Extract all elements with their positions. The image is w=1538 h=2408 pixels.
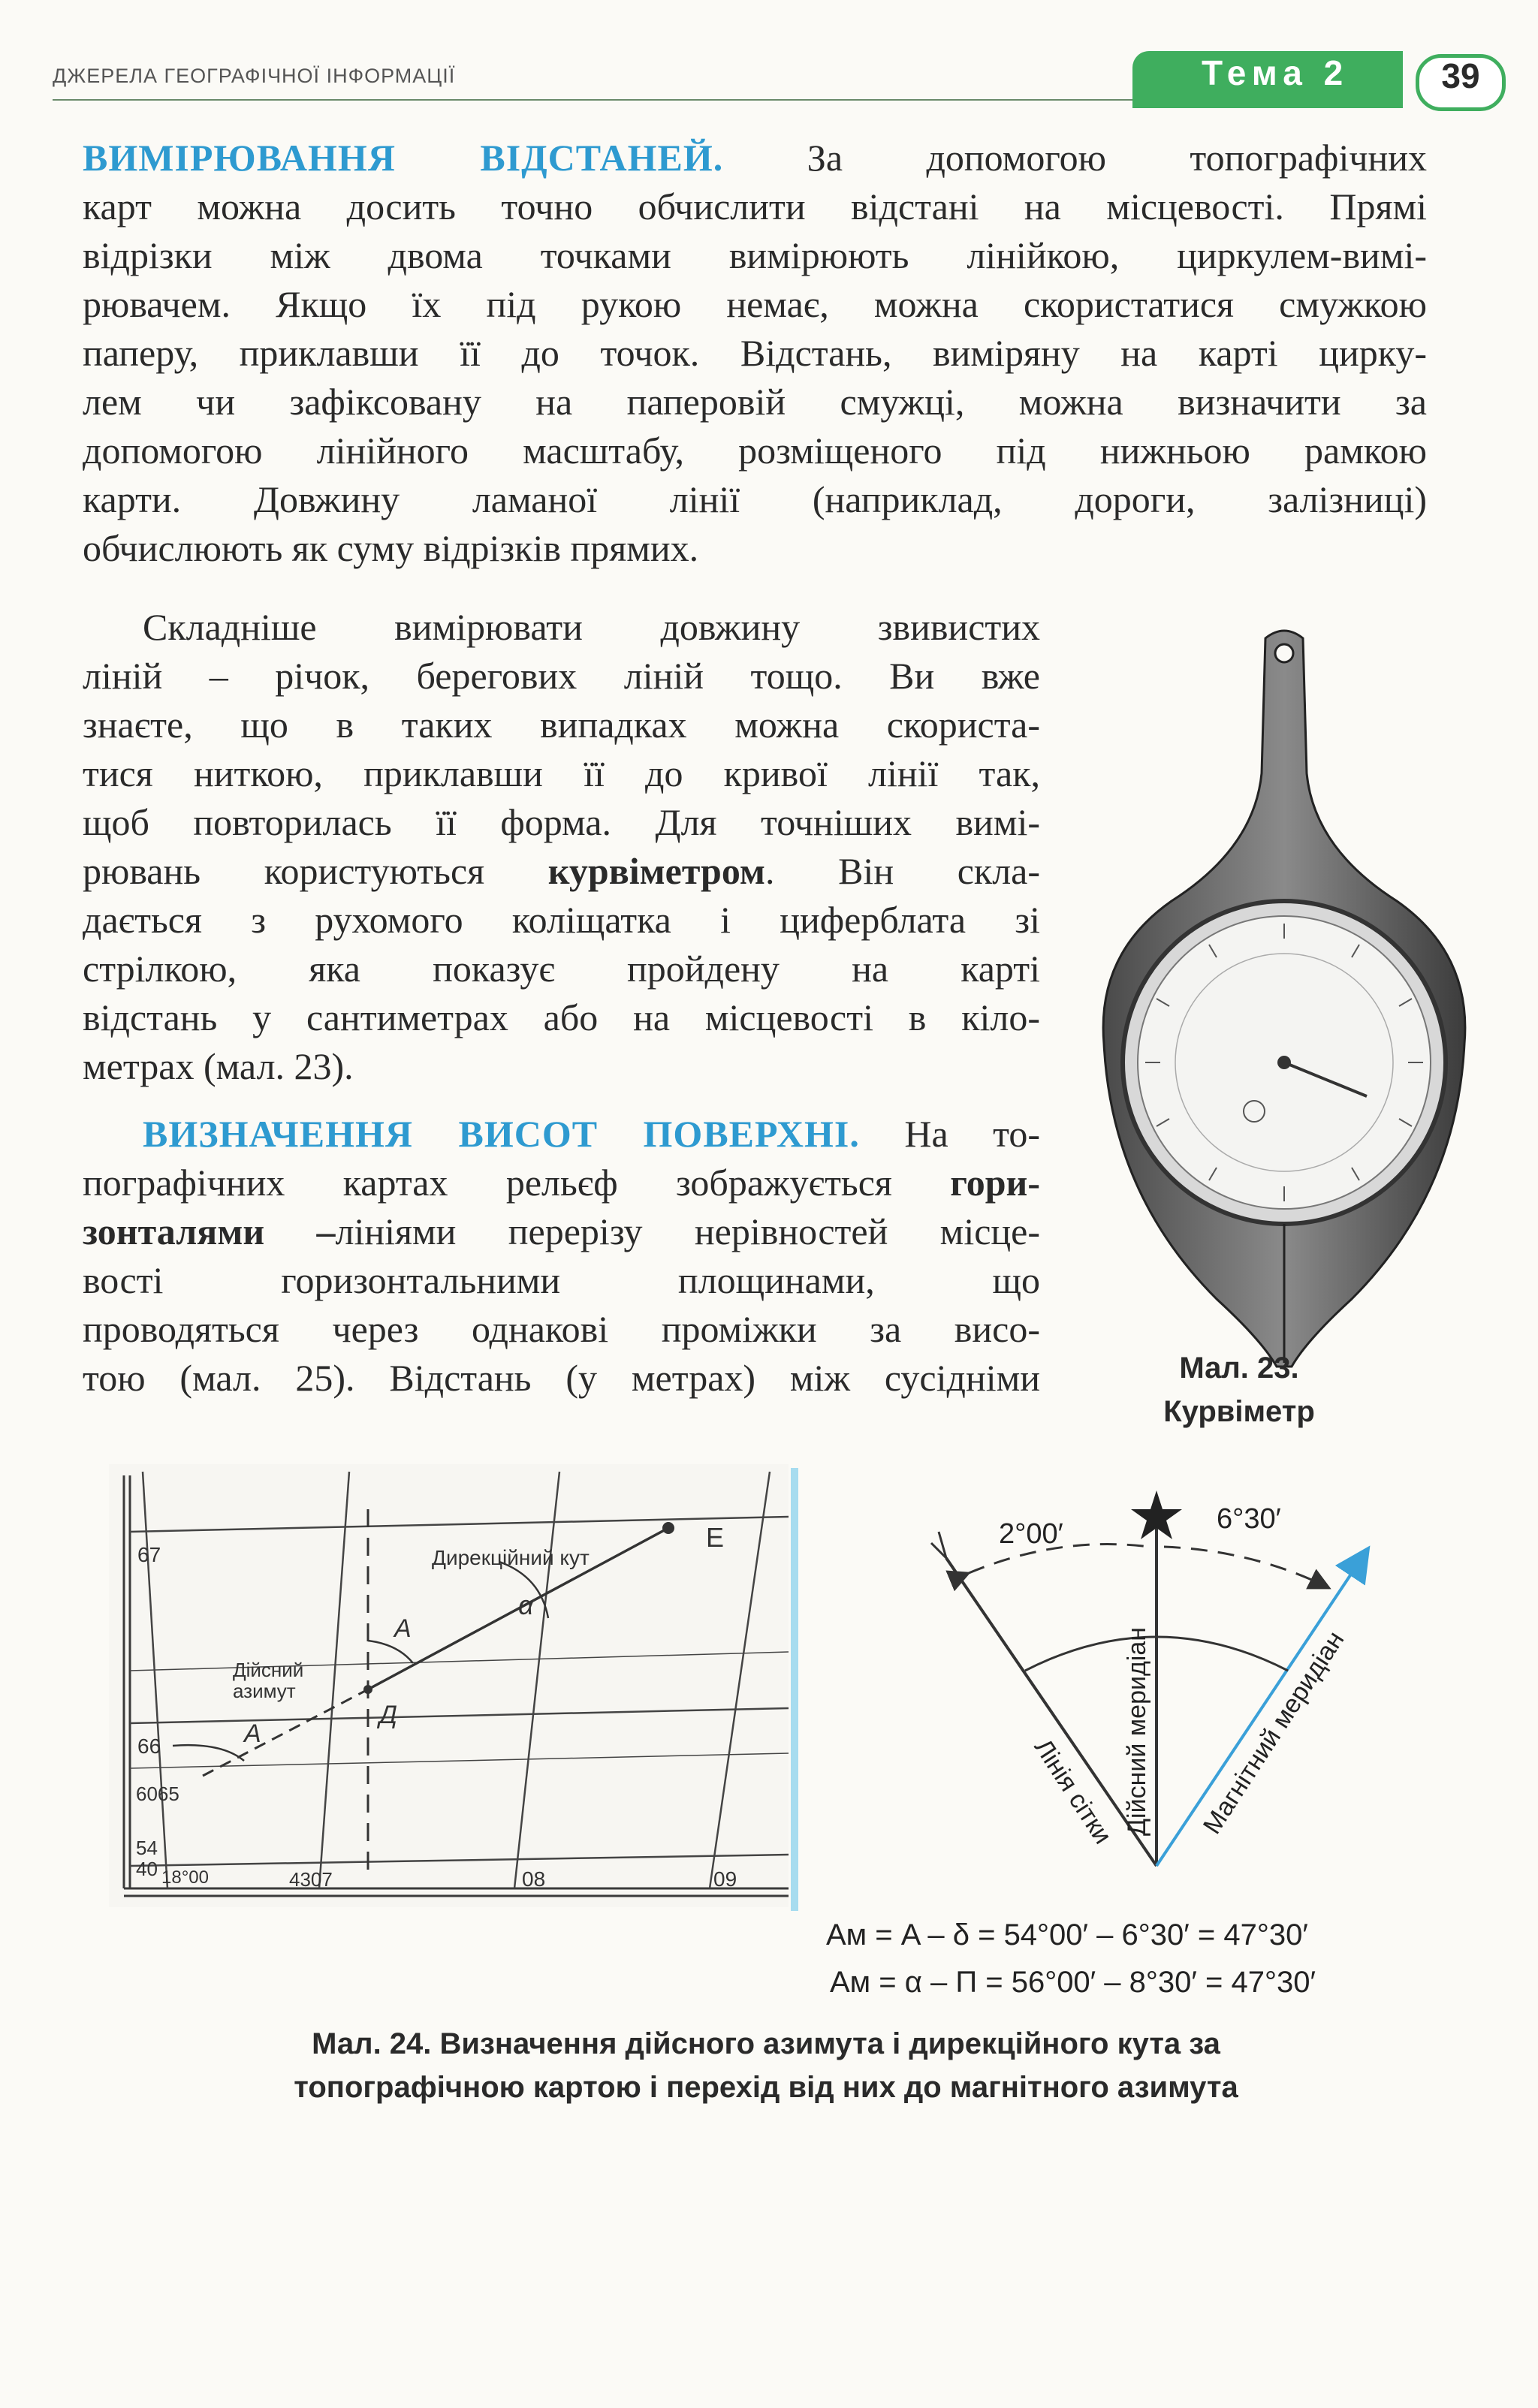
grid-line-tip (931, 1532, 946, 1558)
paragraph2-line: тися ниткою, приклавши її до кривої лінії так, (83, 752, 1040, 794)
term-horizontals: гори- (950, 1162, 1041, 1204)
paragraph2-line: знаєте, що в таких випадках можна скориста- (83, 704, 1040, 746)
northing-label: 66 (137, 1734, 161, 1758)
page-number: 39 (1441, 56, 1480, 95)
northing-label: 54 (136, 1837, 158, 1859)
paragraph2-line: відстань у сантиметрах або на місцевості в кіло- (83, 996, 1040, 1038)
section2-line: проводяться через однакові проміжки за висо- (83, 1308, 1040, 1350)
grid-line-label: Лінія сітки (1028, 1734, 1117, 1849)
angle-left-label: 2°00′ (999, 1518, 1063, 1550)
northing-label: 67 (137, 1543, 161, 1566)
section1-text: За допомогою топографічних (807, 137, 1428, 179)
paragraph2-line: ліній – річок, берегових ліній тощо. Ви вже (83, 655, 1040, 697)
figure23-caption-title: Курвіметр (1163, 1395, 1315, 1428)
northing-label: 40 (136, 1858, 158, 1880)
section1-line: карт можна досить точно обчислити відстані на місцевості. Прямі (83, 185, 1427, 228)
formula-1: Aм = A – δ = 54°00′ – 6°30′ = 47°30′ (826, 1918, 1308, 1951)
section2-line: вості горизонтальними площинами, що (83, 1259, 1040, 1301)
header-rule (53, 99, 1254, 101)
northing-label: 6065 (136, 1783, 179, 1805)
azimuth-diagram (864, 1475, 1434, 1911)
direction-angle-label: Дирекційний кут (432, 1547, 590, 1569)
topic-label: Тема 2 (1202, 53, 1350, 92)
section1-line: лем чи зафіксовану на паперовій смужці, можна визначити за (83, 381, 1427, 423)
section2-line (83, 1209, 1040, 1254)
term-horizontals-cont: зонталями – (83, 1210, 336, 1252)
section2-line-1 (143, 1111, 1040, 1156)
easting-label: 4307 (289, 1868, 333, 1891)
section1-line: обчислюють як суму відрізків прямих. (83, 527, 699, 569)
text-run: пографічних картах рельєф зображується (83, 1162, 892, 1204)
label-A-prime: А (244, 1719, 261, 1748)
hang-hole (1275, 644, 1293, 662)
magnetic-meridian-label: Магнітний меридіан (1197, 1626, 1350, 1840)
figure24-caption-line-1: Мал. 24. Визначення дійсного азимута і дирекційного кута за (312, 2027, 1220, 2060)
point-E-label: E (706, 1522, 725, 1553)
section2-line: тою (мал. 25). Відстань (у метрах) між сусідніми (83, 1357, 1040, 1399)
magnetic-meridian-line (1157, 1551, 1367, 1866)
paragraph2-line: стрілкою, яка показує пройдену на карті (83, 948, 1040, 990)
easting-label: 09 (713, 1867, 737, 1891)
section1-line-1 (83, 135, 1427, 180)
paragraph2-line: метрах (мал. 23). (83, 1045, 354, 1087)
section2-line (83, 1160, 1040, 1205)
true-azimuth-label-box (233, 1659, 360, 1719)
text-run: . Він скла- (764, 850, 1041, 892)
paragraph2-line: щоб повторилась її форма. Для точніших вимі- (83, 801, 1040, 843)
label-D: Д (379, 1701, 397, 1729)
figure23-caption-number: Мал. 23. (1179, 1352, 1299, 1385)
label-A: А (394, 1614, 412, 1643)
section2-heading: ВИЗНАЧЕННЯ ВИСОТ ПОВЕРХНІ. (143, 1113, 860, 1155)
figure24-caption-line-2: топографічною картою і перехід від них до магнітного азимута (294, 2071, 1238, 2104)
angle-arc-right (1164, 1547, 1329, 1588)
paragraph2-line (83, 848, 1040, 894)
paragraph2-line: Складніше вимірювати довжину звивистих (143, 606, 1040, 648)
true-azimuth-label: Дійсний азимут (233, 1659, 304, 1702)
true-meridian-label: Дійсний меридіан (1123, 1626, 1151, 1836)
running-title: ДЖЕРЕЛА ГЕОГРАФІЧНОЇ ІНФОРМАЦІЇ (53, 65, 456, 87)
map-excerpt (109, 1464, 789, 1907)
paragraph2-line: дається з рухомого коліщатка і циферблата зі (83, 899, 1040, 941)
text-run: На то- (904, 1113, 1041, 1155)
formula-2: Aм = α – П = 56°00′ – 8°30′ = 47°30′ (830, 1966, 1316, 1999)
easting-label: 08 (522, 1867, 546, 1891)
section1-line: карти. Довжину ламаної лінії (наприклад, дороги, залізниці) (83, 478, 1427, 520)
curvimeter-illustration (1081, 623, 1487, 1374)
term-kurvimeter: курвіметром (547, 850, 765, 892)
section1-line: відрізки між двома точками вимірюють лінійкою, циркулем-вимі- (83, 234, 1427, 276)
section1-heading: ВИМІРЮВАННЯ ВІДСТАНЕЙ. (83, 137, 724, 179)
easting-label: 18°00 (161, 1867, 209, 1888)
needle-hub (1277, 1056, 1291, 1069)
section1-line: рювачем. Якщо їх під рукою немає, можна скористатися смужкою (83, 283, 1427, 325)
alpha-label: α (518, 1590, 534, 1620)
point-D-marker (363, 1685, 372, 1694)
section1-line: допомогою лінійного масштабу, розміщеного під нижньою рамкою (83, 429, 1427, 472)
figure-divider (791, 1468, 798, 1911)
point-E-marker (662, 1522, 674, 1534)
angle-right-label: 6°30′ (1217, 1503, 1281, 1535)
text-run: рювань користуються (83, 850, 485, 892)
text-run: лініями перерізу нерівностей місце- (335, 1210, 1040, 1252)
section1-line: паперу, приклавши її до точок. Відстань, виміряну на карті цирку- (83, 332, 1427, 374)
